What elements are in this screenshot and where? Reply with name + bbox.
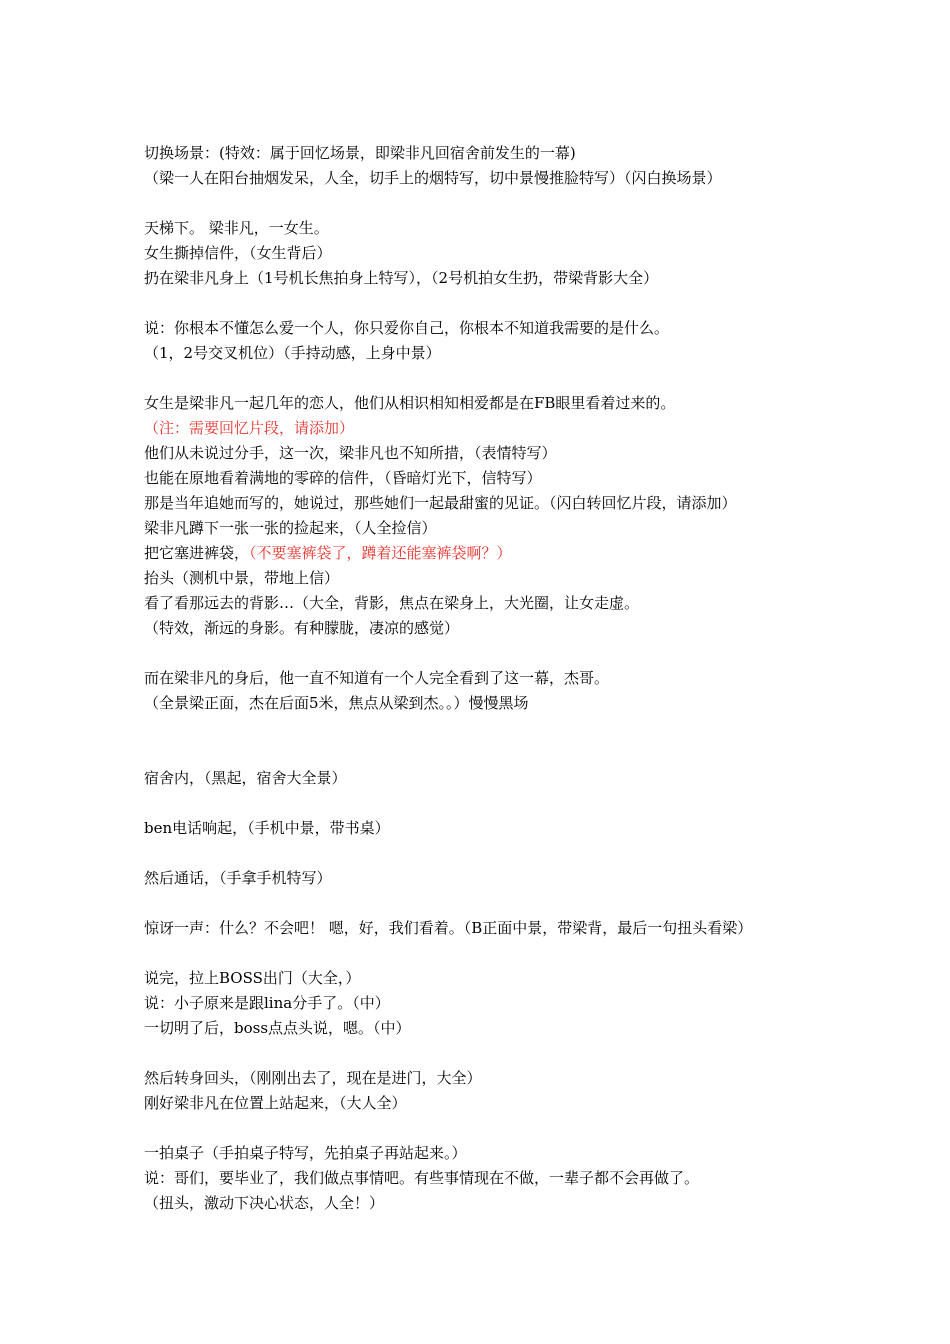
dialogue-line: 说：哥们，要毕业了，我们做点事情吧。有些事情现在不做，一辈子都不会再做了。 <box>144 1169 700 1187</box>
action-line: 然后通话，（手拿手机特写） <box>144 869 332 887</box>
action-line: 一切明了后，boss点点头说，嗯。（中） <box>144 1019 411 1037</box>
shot-note-line: （全景梁正面，杰在后面5米，焦点从梁到杰。。）慢慢黑场 <box>144 694 529 712</box>
location-line: 天梯下。 梁非凡，一女生。 <box>144 219 329 237</box>
location-line: 宿舍内，（黑起，宿舍大全景） <box>144 769 347 787</box>
dialogue-line: 说：小子原来是跟lina分手了。（中） <box>144 994 390 1012</box>
editor-note: （注：需要回忆片段，请添加） <box>144 419 355 437</box>
narration-line: 也能在原地看着满地的零碎的信件，（昏暗灯光下，信特写） <box>144 469 542 487</box>
scene-switch-line: 切换场景：(特效：属于回忆场景，即梁非凡回宿舍前发生的一幕) <box>144 144 576 162</box>
editor-note: （不要塞裤袋了，蹲着还能塞裤袋啊？） <box>249 544 512 562</box>
action-line: ben电话响起，（手机中景，带书桌） <box>144 819 390 837</box>
narration-line: 他们从未说过分手，这一次，梁非凡也不知所措，（表情特写） <box>144 444 557 462</box>
narration-line-with-note <box>144 542 512 564</box>
narration-line: 而在梁非凡的身后，他一直不知道有一个人完全看到了这一幕，杰哥。 <box>144 669 610 687</box>
shot-note-line: （梁一人在阳台抽烟发呆，人全，切手上的烟特写，切中景慢推脸特写）（闪白换场景） <box>144 169 722 187</box>
action-line: 扔在梁非凡身上（1号机长焦拍身上特写），（2号机拍女生扔，带梁背影大全） <box>144 269 659 287</box>
dialogue-line: 惊讶一声：什么？不会吧！ 嗯，好，我们看着。（B正面中景，带梁背，最后一句扭头看梁） <box>144 919 753 937</box>
shot-note-line: （特效，渐远的身影。有种朦胧，凄凉的感觉） <box>144 619 460 637</box>
narration-line: 梁非凡蹲下一张一张的捡起来，（人全捡信） <box>144 519 437 537</box>
action-line: 女生撕掉信件，（女生背后） <box>144 244 332 262</box>
action-line: 说完，拉上BOSS出门（大全，） <box>144 969 361 987</box>
narration-line: 看了看那远去的背影…（大全，背影，焦点在梁身上，大光圈，让女走虚。 <box>144 594 640 612</box>
action-line: 然后转身回头，（刚刚出去了，现在是进门，大全） <box>144 1069 482 1087</box>
narration-line: 抬头（测机中景，带地上信） <box>144 569 340 587</box>
narration-line: 女生是梁非凡一起几年的恋人，他们从相识相知相爱都是在FB眼里看着过来的。 <box>144 394 676 412</box>
shot-note-line: （扭头，激动下决心状态，人全！） <box>144 1194 385 1212</box>
shot-note-line: （1，2号交叉机位）（手持动感，上身中景） <box>144 344 441 362</box>
narration-text: 把它塞进裤袋， <box>144 544 250 562</box>
narration-line: 那是当年追她而写的，她说过，那些她们一起最甜蜜的见证。（闪白转回忆片段，请添加） <box>144 494 737 512</box>
dialogue-line: 说：你根本不懂怎么爱一个人，你只爱你自己，你根本不知道我需要的是什么。 <box>144 319 670 337</box>
action-line: 一拍桌子（手拍桌子特写，先拍桌子再站起来。） <box>144 1144 467 1162</box>
action-line: 刚好梁非凡在位置上站起来，（大人全） <box>144 1094 407 1112</box>
